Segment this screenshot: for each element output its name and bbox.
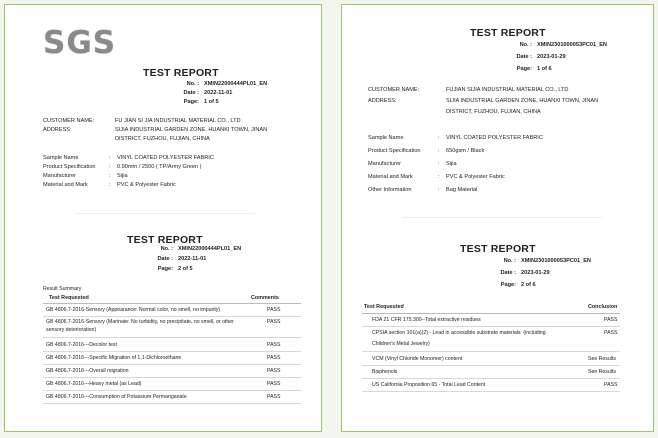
table-row-rule [43, 351, 301, 352]
table-row-result: PASS [267, 307, 281, 313]
table-row-result: PASS [267, 381, 281, 387]
sgs-logo: SGS [43, 25, 117, 61]
address-label: ADDRESS: [368, 98, 397, 104]
address-line-1: SIJIA INDUSTRIAL GARDEN ZONE, HUANKI TOWN, JINAN [115, 127, 268, 133]
report-title: TEST REPORT [460, 243, 536, 255]
field-label: Sample Name [43, 155, 79, 161]
report-date: Date : 2023-01-29 [516, 54, 566, 60]
table-row-rule [362, 391, 620, 392]
field-value: 650gsm / Black [446, 148, 485, 154]
field-colon: : [109, 164, 111, 170]
field-value: VINYL COATED POLYESTER FABRIC [117, 155, 214, 161]
field-label: Product Specification [368, 148, 421, 154]
table-row-result: PASS [604, 382, 618, 388]
table-row-test: FDA 21 CFR 175.300--Total extractive residues [372, 317, 481, 323]
field-label: Product Specification [43, 164, 96, 170]
table-row-test: GB 4806.7-2016---Consumption of Potassium Permanganate [46, 394, 187, 400]
table-row-test: GB 4806.7-2016-Sensory (Appearance: Normal color, no smell, no impurity) [46, 307, 221, 313]
report-title: TEST REPORT [470, 27, 546, 39]
field-label: Material and Mark [43, 182, 88, 188]
report-page: Page: 2 of 6 [500, 282, 536, 288]
col-test-requested: Test Requested [364, 304, 404, 310]
page-divider [75, 213, 255, 214]
address-line-2: DISTRICT, FUZHOU, FUJIAN, CHINA [446, 109, 541, 115]
col-conclusion: Conclusion [588, 304, 618, 310]
report-date: Date : 2023-01-29 [500, 270, 550, 276]
table-header-rule [362, 313, 620, 314]
result-summary-label: Result Summary [43, 286, 82, 292]
address-label: ADDRESS: [43, 127, 72, 133]
report-title: TEST REPORT [127, 234, 203, 246]
table-row-test: GB 4806.7-2016---Overall migration [46, 368, 129, 374]
field-label: Material and Mark [368, 174, 413, 180]
customer-name: FUJIAN SIJIA INDUSTRIAL MATERIAL CO., LTD [446, 87, 569, 93]
table-row-test-cont: Children's Metal Jewelry) [372, 341, 430, 347]
table-row-rule [43, 364, 301, 365]
table-row-result: PASS [604, 330, 618, 336]
field-label: Sample Name [368, 135, 404, 141]
report-number: No. : XMIN22000444PL01_EN [186, 81, 268, 87]
field-colon: : [109, 173, 111, 179]
customer-label: CUSTOMER NAME: [43, 118, 95, 124]
table-row-result: PASS [267, 319, 281, 325]
table-row-result: PASS [604, 317, 618, 323]
right-report-sheet [341, 4, 654, 432]
field-colon: : [109, 182, 111, 188]
address-line-1: SIJIA INDUSTRIAL GARDEN ZONE, HUANXI TOWN, JINAN [446, 98, 599, 104]
report-number: No. : XMIN22000444PL01_EN [160, 246, 242, 252]
table-row-test: CPSIA section 101(a)(2) - Lead in accessible substrate materials (including [372, 330, 546, 336]
table-header-rule [43, 303, 301, 304]
field-value: Sijia [446, 161, 457, 167]
field-value: VINYL COATED POLYESTER FABRIC [446, 135, 543, 141]
customer-name: FU JIAN SI JIA INDUSTRIAL MATERIAL CO., LTD [115, 118, 241, 124]
col-comments: Comments [251, 295, 279, 301]
field-colon: : [438, 187, 440, 193]
report-date: Date : 2022-11-01 [157, 256, 207, 262]
table-row-result: PASS [267, 394, 281, 400]
table-row-result: See Results [588, 369, 616, 375]
field-value: PVC & Polyester Fabric [117, 182, 176, 188]
table-row-rule [43, 377, 301, 378]
report-number: No. : XMIN2301000053PC01_EN [503, 258, 591, 264]
table-row-test: GB 4806.7-2016-Sensory (Marinate: No turbidity, no precipitate, no smell, or other [46, 319, 234, 325]
table-row-rule [362, 326, 620, 327]
table-row-test: Bisphenols [372, 369, 398, 375]
address-line-2: DISTRICT, FUZHOU, FUJIAN, CHINA [115, 136, 210, 142]
report-page: Page: 2 of 5 [157, 266, 193, 272]
field-label: Manufacturer [43, 173, 76, 179]
table-row-result: PASS [267, 368, 281, 374]
table-row-result: See Results [588, 356, 616, 362]
customer-label: CUSTOMER NAME: [368, 87, 420, 93]
field-value: 0.90mm / 2500 ( TP/Army Green ) [117, 164, 202, 170]
table-row-rule [362, 365, 620, 366]
table-row-test: VCM (Vinyl Chloride Monomer) content [372, 356, 463, 362]
table-row-rule [43, 390, 301, 391]
report-page: Page: 1 of 6 [516, 66, 552, 72]
table-row-rule [43, 403, 301, 404]
field-colon: : [438, 148, 440, 154]
table-row-rule [362, 351, 620, 352]
field-colon: : [438, 161, 440, 167]
field-label: Manufacturer [368, 161, 401, 167]
table-row-rule [362, 378, 620, 379]
report-date: Date : 2022-11-01 [183, 90, 233, 96]
table-row-result: PASS [267, 355, 281, 361]
left-report-sheet [4, 4, 322, 432]
table-row-rule [43, 316, 301, 317]
field-colon: : [438, 174, 440, 180]
table-row-test: GB 4806.7-2016---Specific Migration of 1,1-Dichloroethane [46, 355, 182, 361]
report-page: Page: 1 of 5 [183, 99, 219, 105]
field-colon: : [109, 155, 111, 161]
report-number: No. : XMIN2301000053PC01_EN [519, 42, 607, 48]
table-row-test: US California Proposition 65 - Total Lead Content [372, 382, 486, 388]
table-row-result: PASS [267, 342, 281, 348]
field-value: PVC & Polyester Fabric [446, 174, 505, 180]
field-value: Bag Material [446, 187, 478, 193]
report-title: TEST REPORT [143, 67, 219, 79]
field-colon: : [438, 135, 440, 141]
table-row-rule [43, 337, 301, 338]
page-divider [402, 217, 602, 218]
col-test-requested: Test Requested [49, 295, 89, 301]
table-row-test: GB 4806.7-2016---Heavy metal (as Lead) [46, 381, 142, 387]
field-value: Sijia [117, 173, 128, 179]
table-row-test-cont: sensory deterioration) [46, 327, 97, 333]
table-row-test: GB 4806.7-2016---Decolor test [46, 342, 117, 348]
field-label: Other Information [368, 187, 412, 193]
